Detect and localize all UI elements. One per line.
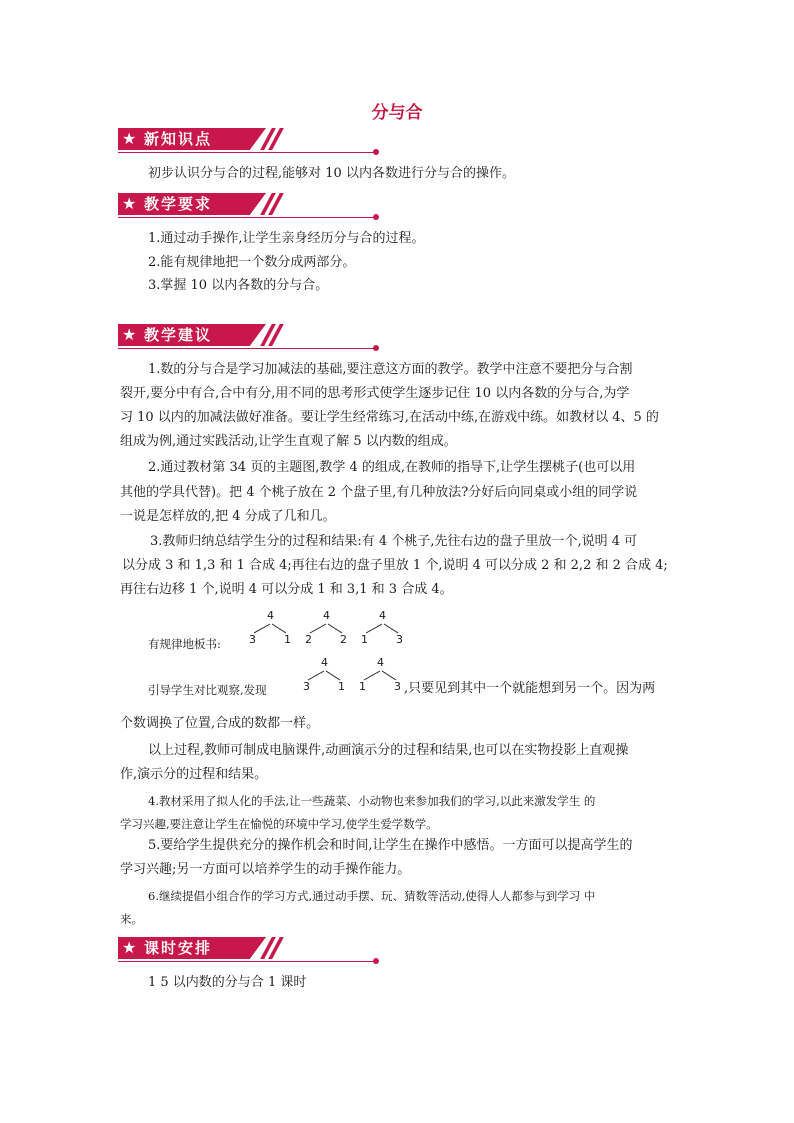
tree-top: 4 [323,609,330,622]
section-header-requirements [118,193,380,221]
section-title: 新知识点 [144,130,213,148]
section-divider [118,348,376,349]
suggestion-line: 6.继续提倡小组合作的学习方式,通过动手摆、玩、猜数等活动,使得人人都参与到学习 中 [148,889,596,903]
star-icon: ★ [122,938,137,957]
suggestion-line: 组成为例,通过实践活动,让学生直观了解 5 以内数的组成。 [120,434,457,449]
section-divider [118,152,376,153]
star-icon: ★ [122,325,137,344]
tree-right: 2 [340,633,347,646]
suggestion-line: 一说是怎样放的,把 4 分成了几和几。 [120,509,336,524]
suggestion-line: 其他的学具代替)。把 4 个桃子放在 2 个盘子里,有几种放法?分好后向同桌或小组的同学说 [120,485,638,500]
suggestion-line: 再往右边移 1 个,说明 4 可以分成 1 和 3,1 和 3 合成 4。 [120,582,453,597]
number-tree [358,610,408,650]
suggestion-line: 习 10 以内的加减法做好准备。要让学生经常练习,在活动中练,在游戏中练。如教材以 4、5 的 [120,410,659,425]
tree-top: 4 [377,656,384,669]
tree-top: 4 [379,609,386,622]
schedule-text: 1 5 以内数的分与合 1 课时 [148,975,307,990]
suggestion-line: 裂开,要分中有合,合中有分,用不同的思考形式使学生逐步记住 10 以内各数的分与合,为学 [120,386,630,401]
tree-right: 1 [338,680,345,693]
section-divider [118,217,376,218]
suggestion-line: 以上过程,教师可制成电脑课件,动画演示分的过程和结果,也可以在实物投影上直观操 [148,743,629,758]
section-header-schedule [118,937,380,965]
requirement-item: 2.能有规律地把一个数分成两部分。 [148,255,356,270]
suggestion-line: 作,演示分的过程和结果。 [120,767,268,782]
divider-dot [373,214,379,220]
star-icon: ★ [122,194,137,213]
section-title: 教学建议 [144,326,213,344]
suggestion-line: 个数调换了位置,合成的数都一样。 [120,716,320,731]
section-title: 教学要求 [144,195,213,213]
section-header-new-knowledge [118,128,380,156]
requirement-item: 1.通过动手操作,让学生亲身经历分与合的过程。 [148,231,425,246]
tree-right: 3 [394,680,401,693]
tree-left: 1 [359,680,366,693]
section-divider [118,961,376,962]
new-knowledge-text: 初步认识分与合的过程,能够对 10 以内各数进行分与合的操作。 [148,166,515,181]
tree-left: 2 [305,633,312,646]
board-label: 有规律地板书: [148,637,221,651]
suggestion-line: 1.数的分与合是学习加减法的基础,要注意这方面的教学。教学中注意不要把分与合割 [148,362,633,377]
number-tree [356,657,406,697]
compare-tail: ,只要见到其中一个就能想到另一个。因为两 [404,681,656,696]
suggestion-line: 学习兴趣;另一方面可以培养学生的动手操作能力。 [120,862,411,877]
tree-right: 1 [284,633,291,646]
tree-top: 4 [267,609,274,622]
suggestion-line: 2.通过教材第 34 页的主题图,教学 4 的组成,在教师的指导下,让学生摆桃子(也可以用 [148,460,636,475]
compare-label: 引导学生对比观察,发现 [148,683,267,697]
star-icon: ★ [122,129,137,148]
suggestion-line: 3.教师归纳总结学生分的过程和结果:有 4 个桃子,先往右边的盘子里放一个,说明 4 可 [150,534,638,549]
tree-left: 3 [249,633,256,646]
requirement-item: 3.掌握 10 以内各数的分与合。 [148,278,329,293]
divider-dot [373,958,379,964]
number-tree [302,610,352,650]
section-header-suggestions [118,324,380,352]
divider-dot [373,345,379,351]
number-tree [246,610,296,650]
suggestion-line: 4.教材采用了拟人化的手法,让一些蔬菜、小动物也来参加我们的学习,以此来激发学生 的 [148,794,596,808]
suggestion-line: 5.要给学生提供充分的操作机会和时间,让学生在操作中感悟。一方面可以提高学生的 [148,838,633,853]
page-title: 分与合 [371,103,423,123]
number-tree [300,657,350,697]
tree-left: 1 [361,633,368,646]
tree-right: 3 [396,633,403,646]
tree-left: 3 [303,680,310,693]
section-title: 课时安排 [144,939,213,957]
suggestion-line: 以分成 3 和 1,3 和 1 合成 4;再往右边的盘子里放 1 个,说明 4 可以分成 2 和 2,2 和 2 合成 4; [122,558,668,573]
suggestion-line: 学习兴趣,要注意让学生在愉悦的环境中学习,使学生爱学数学。 [120,817,438,831]
tree-top: 4 [321,656,328,669]
suggestion-line: 来。 [120,912,143,926]
divider-dot [373,149,379,155]
